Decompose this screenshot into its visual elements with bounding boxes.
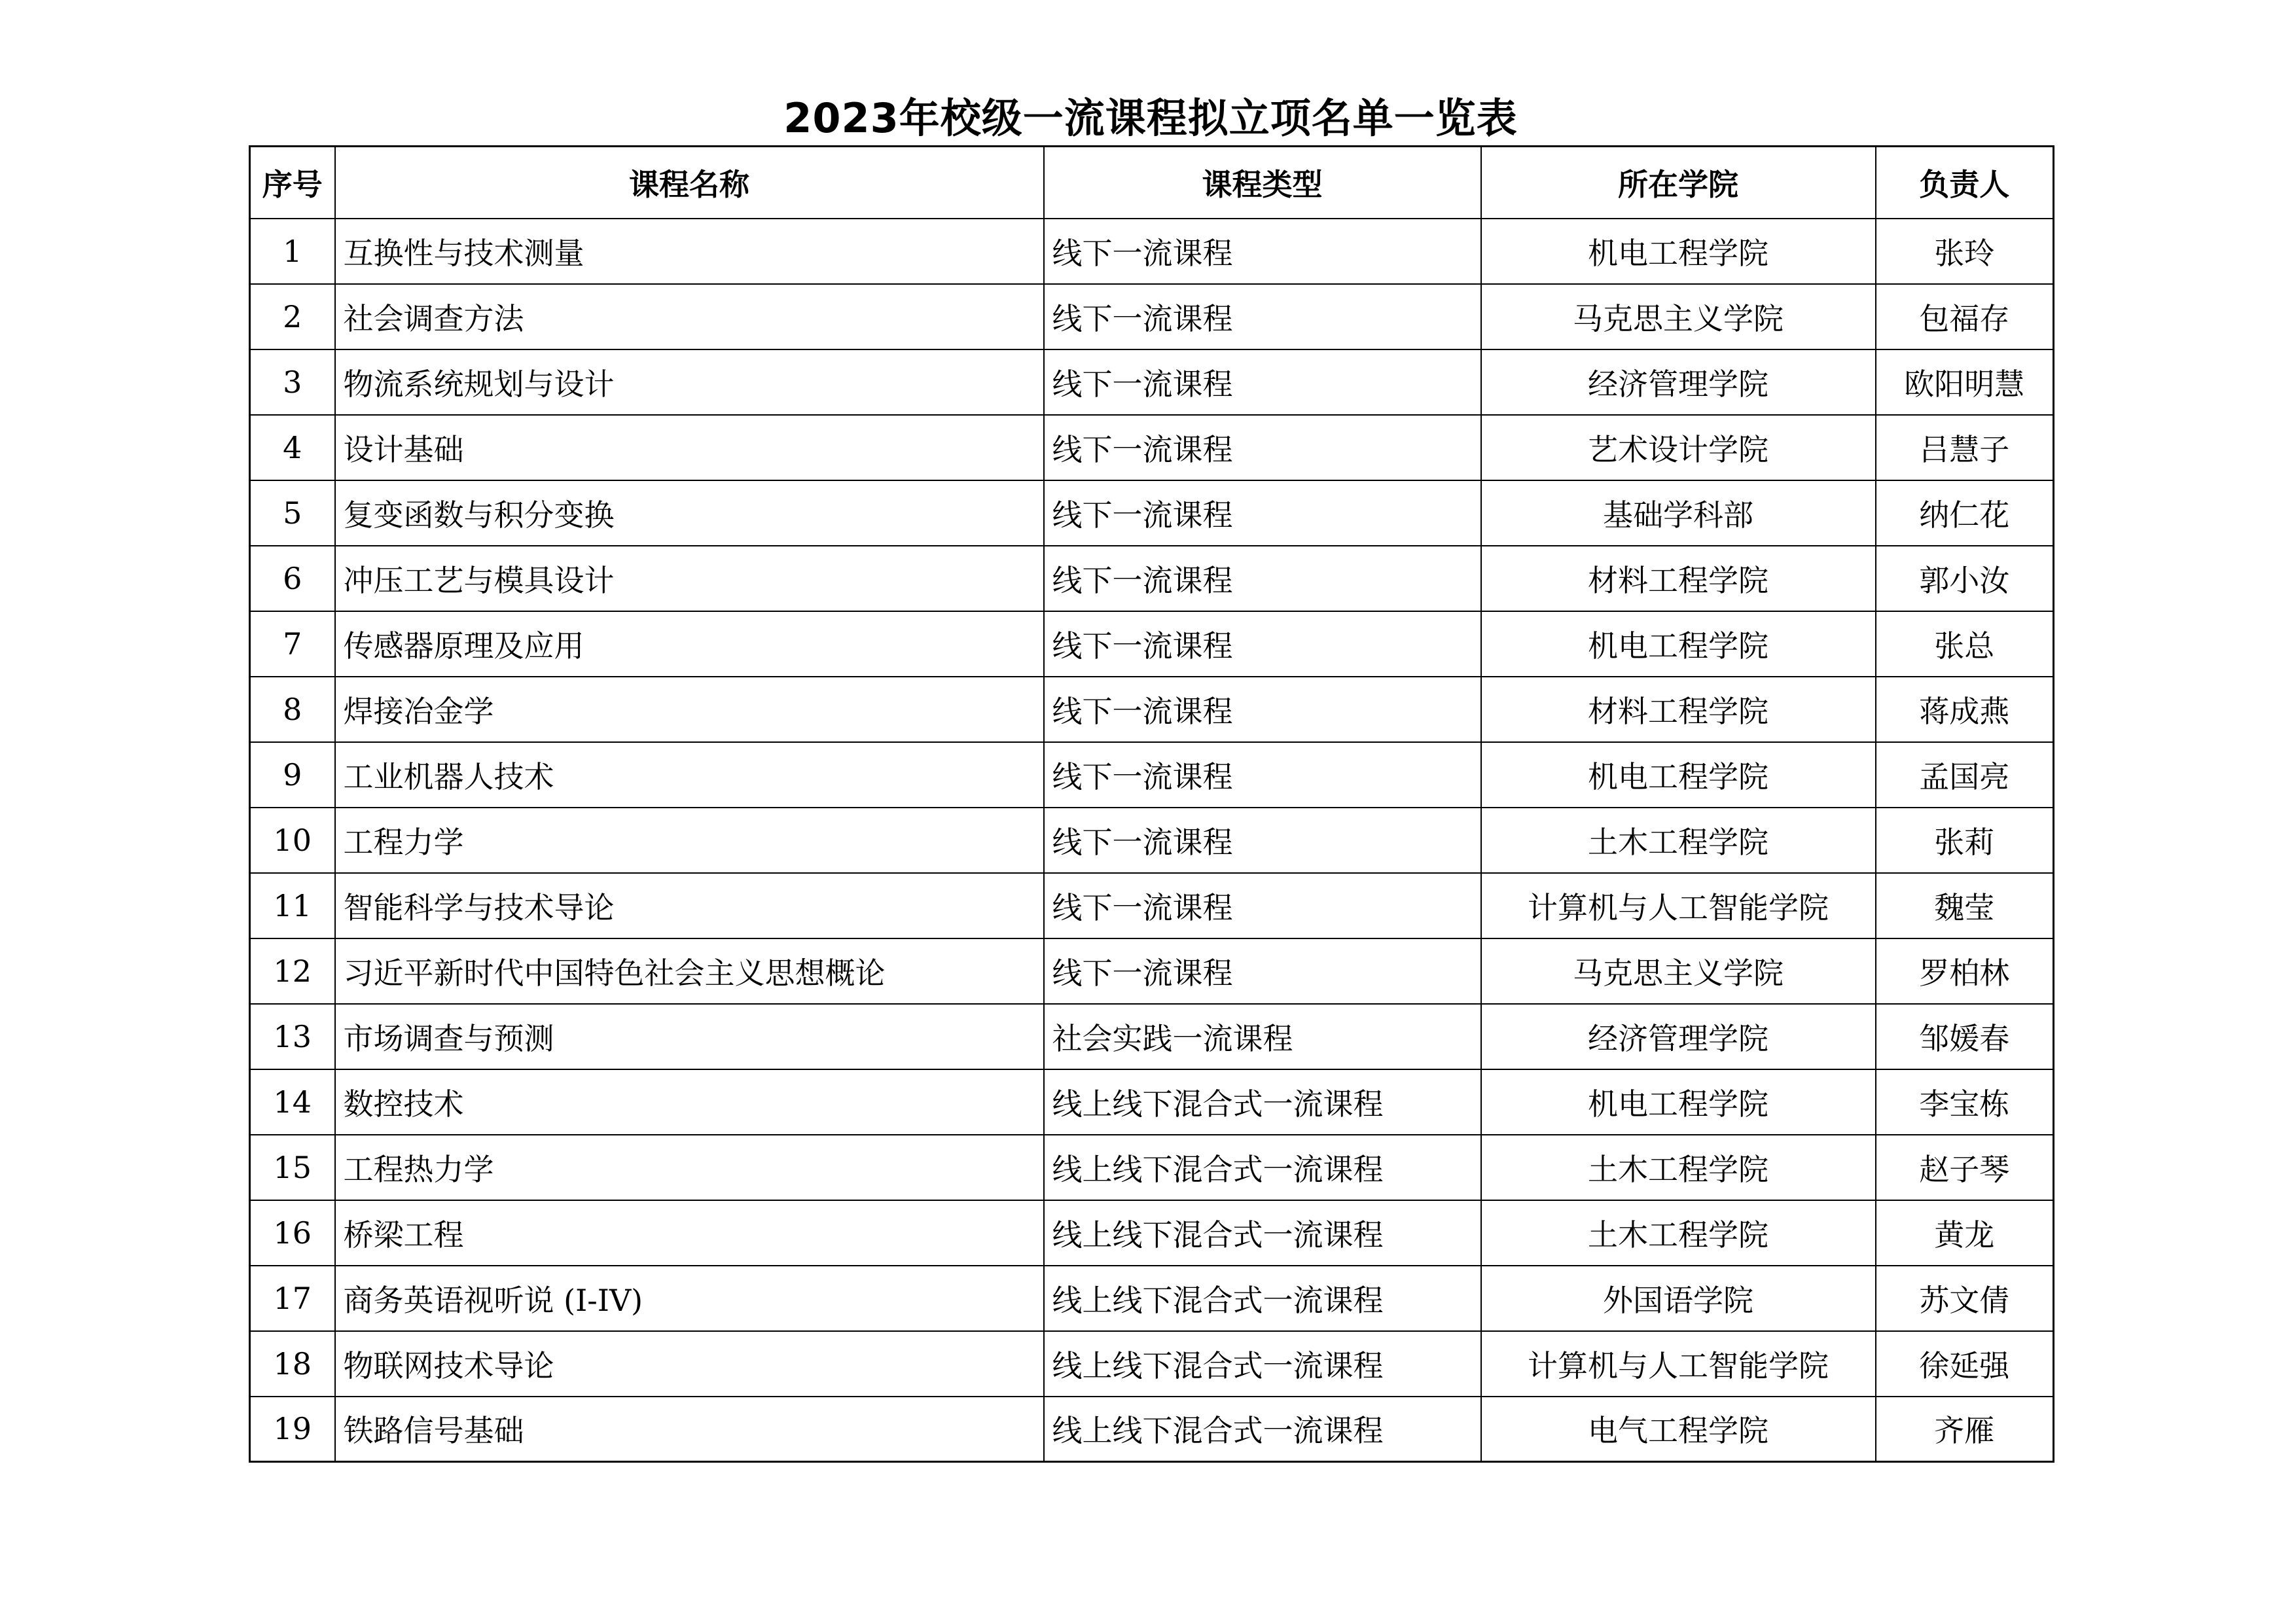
cell-index: 19	[250, 1397, 335, 1462]
header-course-type: 课程类型	[1044, 147, 1481, 219]
cell-index: 18	[250, 1331, 335, 1397]
cell-course-type: 线下一流课程	[1044, 546, 1481, 611]
cell-course-name: 焊接冶金学	[335, 677, 1044, 742]
cell-course-type: 线下一流课程	[1044, 284, 1481, 349]
document-title: 2023年校级一流课程拟立项名单一览表	[783, 94, 1518, 142]
cell-index: 8	[250, 677, 335, 742]
cell-leader: 蒋成燕	[1876, 677, 2054, 742]
cell-index: 2	[250, 284, 335, 349]
cell-college: 机电工程学院	[1481, 742, 1876, 808]
cell-leader: 齐雁	[1876, 1397, 2054, 1462]
header-college: 所在学院	[1481, 147, 1876, 219]
cell-college: 土木工程学院	[1481, 808, 1876, 873]
cell-index: 5	[250, 480, 335, 546]
cell-college: 基础学科部	[1481, 480, 1876, 546]
cell-leader: 纳仁花	[1876, 480, 2054, 546]
table-row	[250, 219, 2054, 284]
table-row	[250, 480, 2054, 546]
cell-index: 17	[250, 1266, 335, 1331]
cell-leader: 徐延强	[1876, 1331, 2054, 1397]
cell-course-name: 工程热力学	[335, 1135, 1044, 1200]
cell-course-type: 线上线下混合式一流课程	[1044, 1266, 1481, 1331]
cell-course-type: 线上线下混合式一流课程	[1044, 1135, 1481, 1200]
cell-college: 经济管理学院	[1481, 1004, 1876, 1069]
header-index: 序号	[250, 147, 335, 219]
table-row	[250, 1200, 2054, 1266]
cell-course-type: 社会实践一流课程	[1044, 1004, 1481, 1069]
cell-leader: 欧阳明慧	[1876, 349, 2054, 415]
cell-course-type: 线下一流课程	[1044, 415, 1481, 480]
cell-college: 机电工程学院	[1481, 219, 1876, 284]
cell-college: 计算机与人工智能学院	[1481, 873, 1876, 938]
cell-leader: 郭小汝	[1876, 546, 2054, 611]
cell-course-name: 工业机器人技术	[335, 742, 1044, 808]
cell-course-name: 桥梁工程	[335, 1200, 1044, 1266]
cell-course-type: 线上线下混合式一流课程	[1044, 1069, 1481, 1135]
cell-index: 14	[250, 1069, 335, 1135]
table-row	[250, 677, 2054, 742]
cell-college: 材料工程学院	[1481, 546, 1876, 611]
cell-course-name: 复变函数与积分变换	[335, 480, 1044, 546]
cell-index: 12	[250, 938, 335, 1004]
cell-leader: 张总	[1876, 611, 2054, 677]
cell-leader: 包福存	[1876, 284, 2054, 349]
cell-leader: 魏莹	[1876, 873, 2054, 938]
cell-leader: 张莉	[1876, 808, 2054, 873]
cell-college: 马克思主义学院	[1481, 938, 1876, 1004]
table-row	[250, 1331, 2054, 1397]
cell-college: 马克思主义学院	[1481, 284, 1876, 349]
cell-course-type: 线下一流课程	[1044, 938, 1481, 1004]
cell-index: 16	[250, 1200, 335, 1266]
table-row	[250, 938, 2054, 1004]
cell-course-type: 线上线下混合式一流课程	[1044, 1397, 1481, 1462]
course-list-table	[249, 145, 2054, 1463]
table-row	[250, 415, 2054, 480]
cell-index: 3	[250, 349, 335, 415]
cell-course-name: 冲压工艺与模具设计	[335, 546, 1044, 611]
cell-index: 1	[250, 219, 335, 284]
table-row	[250, 1397, 2054, 1462]
table-row	[250, 742, 2054, 808]
table-row	[250, 611, 2054, 677]
cell-course-name: 社会调查方法	[335, 284, 1044, 349]
cell-college: 机电工程学院	[1481, 611, 1876, 677]
cell-index: 13	[250, 1004, 335, 1069]
cell-course-type: 线下一流课程	[1044, 742, 1481, 808]
cell-course-type: 线上线下混合式一流课程	[1044, 1331, 1481, 1397]
cell-college: 材料工程学院	[1481, 677, 1876, 742]
cell-leader: 吕慧子	[1876, 415, 2054, 480]
cell-course-name: 市场调查与预测	[335, 1004, 1044, 1069]
cell-course-name: 物流系统规划与设计	[335, 349, 1044, 415]
cell-college: 外国语学院	[1481, 1266, 1876, 1331]
cell-leader: 李宝栋	[1876, 1069, 2054, 1135]
cell-index: 4	[250, 415, 335, 480]
cell-course-type: 线下一流课程	[1044, 808, 1481, 873]
cell-course-type: 线下一流课程	[1044, 677, 1481, 742]
table-row	[250, 546, 2054, 611]
cell-college: 计算机与人工智能学院	[1481, 1331, 1876, 1397]
cell-college: 土木工程学院	[1481, 1200, 1876, 1266]
cell-leader: 赵子琴	[1876, 1135, 2054, 1200]
table-header-row	[250, 147, 2054, 219]
table-row	[250, 1135, 2054, 1200]
cell-leader: 张玲	[1876, 219, 2054, 284]
table-row	[250, 1004, 2054, 1069]
cell-course-type: 线下一流课程	[1044, 349, 1481, 415]
cell-course-type: 线下一流课程	[1044, 480, 1481, 546]
cell-college: 土木工程学院	[1481, 1135, 1876, 1200]
cell-index: 11	[250, 873, 335, 938]
cell-index: 6	[250, 546, 335, 611]
cell-course-name: 商务英语视听说 (I-IV)	[335, 1266, 1044, 1331]
table-row	[250, 808, 2054, 873]
header-course-name: 课程名称	[335, 147, 1044, 219]
cell-course-name: 习近平新时代中国特色社会主义思想概论	[335, 938, 1044, 1004]
cell-course-type: 线下一流课程	[1044, 219, 1481, 284]
cell-index: 15	[250, 1135, 335, 1200]
cell-index: 7	[250, 611, 335, 677]
cell-course-name: 传感器原理及应用	[335, 611, 1044, 677]
table-row	[250, 284, 2054, 349]
cell-leader: 邹媛春	[1876, 1004, 2054, 1069]
table-row	[250, 1266, 2054, 1331]
header-leader: 负责人	[1876, 147, 2054, 219]
cell-course-name: 物联网技术导论	[335, 1331, 1044, 1397]
cell-course-type: 线下一流课程	[1044, 873, 1481, 938]
cell-leader: 罗柏林	[1876, 938, 2054, 1004]
table-row	[250, 873, 2054, 938]
table-row	[250, 349, 2054, 415]
cell-course-name: 智能科学与技术导论	[335, 873, 1044, 938]
cell-college: 机电工程学院	[1481, 1069, 1876, 1135]
table-row	[250, 1069, 2054, 1135]
cell-leader: 苏文倩	[1876, 1266, 2054, 1331]
cell-course-type: 线下一流课程	[1044, 611, 1481, 677]
cell-course-name: 互换性与技术测量	[335, 219, 1044, 284]
cell-leader: 孟国亮	[1876, 742, 2054, 808]
table-body	[250, 219, 2054, 1462]
cell-college: 电气工程学院	[1481, 1397, 1876, 1462]
cell-college: 经济管理学院	[1481, 349, 1876, 415]
cell-index: 10	[250, 808, 335, 873]
cell-course-name: 设计基础	[335, 415, 1044, 480]
cell-course-type: 线上线下混合式一流课程	[1044, 1200, 1481, 1266]
cell-course-name: 数控技术	[335, 1069, 1044, 1135]
cell-leader: 黄龙	[1876, 1200, 2054, 1266]
cell-course-name: 工程力学	[335, 808, 1044, 873]
cell-index: 9	[250, 742, 335, 808]
cell-course-name: 铁路信号基础	[335, 1397, 1044, 1462]
cell-college: 艺术设计学院	[1481, 415, 1876, 480]
